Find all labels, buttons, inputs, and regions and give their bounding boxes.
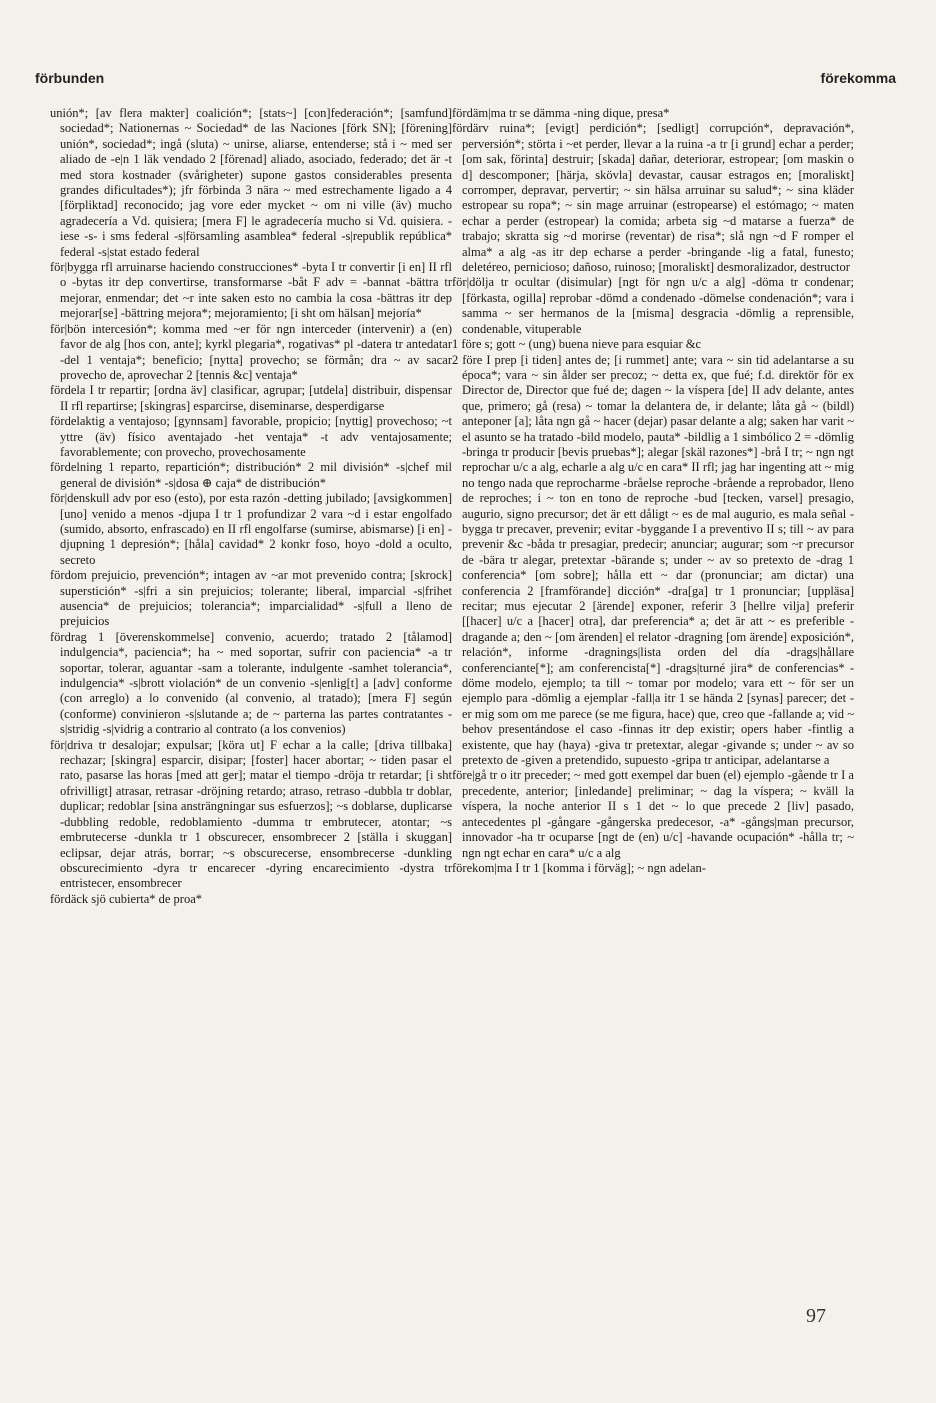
- entry-forega: före|gå tr o itr preceder; ~ med gott exempel dar buen (el) ejemplo -gående tr I a precedente, anterior; [inledande] preliminar; ~ dag la víspera; ~ kväll la víspera, la noche anterior II s 1 det ~ lo que precede 2 [liv] pasado, antecedentes pl -gångare -gångerska predecesor, -a* -gångs|man precursor, innovador -ha tr ocuparse [ngt de (en) u/c] -havande ocupación* -hålla tr; ~ ngn ngt echar en cara* u/c a alg: [452, 768, 854, 860]
- right-guide-word: förekomma: [820, 70, 896, 86]
- entry-fordarv: fördärv ruina*; [evigt] perdición*; [sedligt] corrupción*, depravación*, perversión*; störta i ~et perder, llevar a la ruina -a tr [i grund] echar a perder; [om sak, förinta] destruir; [skada] dañar, deteriorar, estropear; [om maskin o d] descomponer; [härja, skövla] devastar, causar estragos en; [moraliskt] corromper, depravar, pervertir; ~ sin hälsa arruinar su salud*; ~ sina kläder estropear su ropa*; ~ sin mage arruinar (estropearse) el estómago; ~ maten echar a perder (estropear) la comida; arbeta sig ~d matarse a fuerza* de trabajo; skratta sig ~d morirse (reventar) de risa*; slå ngn ~d F romper el alma* a alg -as itr dep echarse a perder -bringande -lig a fatal, funesto; deletéreo, pernicioso; dañoso, ruinoso; [moraliskt] desmoralizador, destructor: [452, 121, 854, 275]
- page-number: 97: [806, 1305, 826, 1327]
- entry-forekomma: förekom|ma I tr 1 [komma i förväg]; ~ ngn adelan-: [452, 860, 706, 875]
- entry-fordelaktig: fördelaktig a ventajoso; [gynnsam] favorable, propicio; [nyttig] provechoso; ~t yttre (äv) físico aventajado -het ventaja* -t adv ventajosamente; favorablemente; con provecho, provechosamente: [50, 414, 452, 459]
- left-guide-word: förbunden: [35, 70, 105, 86]
- entry-fordolja: för|dölja tr ocultar (disimular) [ngt för ngn u/c a alg] -döma tr condenar; [förkasta, ogilla] reprobar -dömd a condenado -dömelse condenación*; vara i samma ~ ser hermanos de la [misma] desgracia -dömlig a reprensible, condenable, vituperable: [452, 275, 854, 336]
- entry-fore-1: 1 före s; gott ~ (ung) buena nieve para esquiar &c: [452, 337, 702, 352]
- left-column: [50, 106, 452, 907]
- entry-fordriva: för|driva tr desalojar; expulsar; [köra ut] F echar a la calle; [driva tillbaka] rechazar; [skingra] esparcir, disipar; [foster] hacer abortar; ~ tiden pasar el rato, pasarse las horas [med att ger]; matar el tiempo -dröja tr retardar; [i sht ofrivilligt] atrasar, retrasar -dröjning retardo; atraso, retraso -dubbla tr doblar, duplicar; redoblar [sina ansträngningar sus esfuerzos]; ~s doblarse, duplicarse -dubbling redoble, redoblamiento -dumma tr embrutecer, atontar; ~s embrutecerse -dunkla tr 1 obscurecer, ensombrecer 2 [ställa i skuggan] eclipsar, dejar atrás, borrar; ~s obscurecerse, ensombrecerse -dunkling obscurecimiento -dyra tr encarecer -dyring encarecimiento -dystra tr entristecer, ensombrecer: [50, 737, 452, 891]
- entry-forbunden: unión*; [av flera makter] coalición*; [stats~] [con]federación*; [samfund] sociedad*; Nationernas ~ Sociedad* de las Naciones [förk SN]; [förening] unión*, sociedad*; ingå (sluta) ~ unirse, aliarse, entenderse; stå i ~ med ser aliado de -e|n 1 läk vendado 2 [förenad] aliado, asociado, federado; det är -t med stora kostnader (svårigheter) supone gastos considerables presenta grandes dificultades*); jfr förbinda 3 nära ~ med estrechamente ligado a 4 [förpliktad] reconocido; jag vore eder mycket ~ om ni ville (äv) mucho agradecería a Vd. quisiera; [mera F] le agradecería mucho si Vd. quisiera. -iese -s- i sms federal -s|församling asamblea* federal -s|republik república* federal -s|stat estado federal: [50, 106, 452, 259]
- entry-fordom: fördom prejuicio, prevención*; intagen av ~ar mot prevenido contra; [skrock] superstición* -s|fri a sin prejuicios; tolerante; liberal, imparcial -s|frihet ausencia* de prejuicios; tolerancia*; imparcialidad* -s|full a lleno de prejuicios: [50, 568, 452, 629]
- right-column: [452, 106, 854, 876]
- entry-fordenskull: för|denskull adv por eso (esto), por esta razón -detting jubilado; [avsigkommen] [uno] venido a menos -djupa I tr 1 profundizar 2 vara ~d i estar engolfado (sumido, absorto, enfrascado) en II rfl engolfarse (sumirse, abismarse) [i en] -djupning 1 depresión*; [håla] cavidad* 2 konkr foso, hoyo -dold a oculto, secreto: [50, 491, 452, 567]
- entry-fordrag: fördrag 1 [överenskommelse] convenio, acuerdo; tratado 2 [tålamod] indulgencia*, paciencia*; ha ~ med soportar, sufrir con paciencia* -a tr soportar, tolerar, aguantar -sam a tolerante, indulgente -samhet tolerancia*, indulgencia* -s|brott violación* de un convenio -s|enlig[t] a [adv] conforme (con arreglo) a lo convenido (al convenio, al tratado); [mera F] según (conforme) convinieron -s|slutande a; de ~ parterna las partes contratantes -s|stridig -s|vidrig a contrario al contrato (a los convenios): [50, 629, 452, 737]
- entry-forbygga: för|bygga rfl arruinarse haciendo construcciones* -byta I tr convertir [i en] II rfl o -bytas itr dep convertirse, transformarse -båt F adv = -bannat -bättra tr mejorar, enmendar; det ~r inte saken esto no cambia la cosa -bättras itr dep mejorar[se] -bättring mejora*; mejoramiento; [i sht om hälsan] mejoría*: [50, 260, 452, 321]
- entry-fore-2: 2 före I prep [i tiden] antes de; [i rummet] ante; vara ~ sin tid adelantarse a su época*; vara ~ sin ålder ser precoz; ~ detta ex, que fué; f.d. direktör för ex Director de, Director que fué de; dagen ~ la víspera [de] II adv delante, antes que, primero; gå (resa) ~ tomar la delantera de, ir delante; låta gå ~ (bildl) anteponer [a]; låta ngn gå ~ hacer (dejar) pasar delante a alg; saken har varit ~ el asunto se ha tratado -bild modelo, pauta* -bildlig a 1 simbólico 2 = -dömlig -bringa tr producir [bevis pruebas*]; alegar [skäl razones*] -brå I tr; ~ ngn ngt reprochar u/c a alg, echarle a alg u/c en cara* II rfl; jag har ingenting att ~ mig no tengo nada que reprocharme -bråelse reproche -brående a reprobador, lleno de reproches; i ~ ton en tono de reproche -bud [tecken, varsel] presagio, augurio, signo precursor; det är ett dåligt ~ es de mal augurio, es mala señal -bygga tr precaver, prevenir; evitar -byggande I a preventivo II s; till ~ av para prevenir &c -båda tr presagiar, predecir; anunciar; augurar; som ~r precursor de -bära tr alegar, pretextar -bärande s; under ~ av so pretexto de -drag 1 conferencia* [om sobre]; hålla ett ~ dar (pronunciar; am dictar) una conferencia 2 [framförande] dicción* -dra[ga] tr 1 pronunciar; [uppläsa] recitar; mus ejecutar 2 [ärende] exponer, referir 3 [hellre vilja] preferir [[hacer] u/c a [hacer] otra], dar preferencia* a; det är att ~ es preferible -dragande a; den ~ [om ärenden] el relator -dragning [om ärende] exposición*, relación*, informe -dragnings|lista orden del día -drags|hållare conferenciante[*]; am conferencista[*] -drags|turné jira* de conferencias* -döme modelo, ejemplo; ta till ~ tomar por modelo; vara ett ~ för ser un ejemplo para -dömlig a ejemplar -fall|a itr 1 se hända 2 [synas] parecer; det -er mig som om me parece (se me figura, hace) que, creo que -fallande a; vid ~ behov presentándose el caso -finnas itr dep existir; opers haber -fintlig a existente, que hay (haya) -giva tr pretextar, alegar -givande s; under ~ av so pretexto de -given a pretendido, supuesto -gripa tr anticipar, adelantarse a: [452, 352, 854, 768]
- entry-fordelning: fördelning 1 reparto, repartición*; distribución* 2 mil división* -s|chef mil general de división* -s|dosa ⊕ caja* de distribución*: [50, 460, 452, 490]
- entry-forbon: för|bön intercesión*; komma med ~er för ngn interceder (intervenir) a (en) favor de alg [hos con, ante]; kyrkl plegaria*, rogativas* pl -datera tr antedatar -del 1 ventaja*; beneficio; [nytta] provecho; se förmån; dra ~ av sacar provecho de, aprovechar 2 [tennis &c] ventaja*: [50, 321, 452, 382]
- entry-fordamma: fördäm|ma tr se dämma -ning dique, presa*: [452, 106, 670, 120]
- entry-fordela: fördela I tr repartir; [ordna äv] clasificar, agrupar; [utdela] distribuir, dispensar II rfl repartirse; [skingras] esparcirse, diseminarse, desperdigarse: [50, 383, 452, 413]
- entry-fordack: fördäck sjö cubierta* de proa*: [50, 891, 203, 906]
